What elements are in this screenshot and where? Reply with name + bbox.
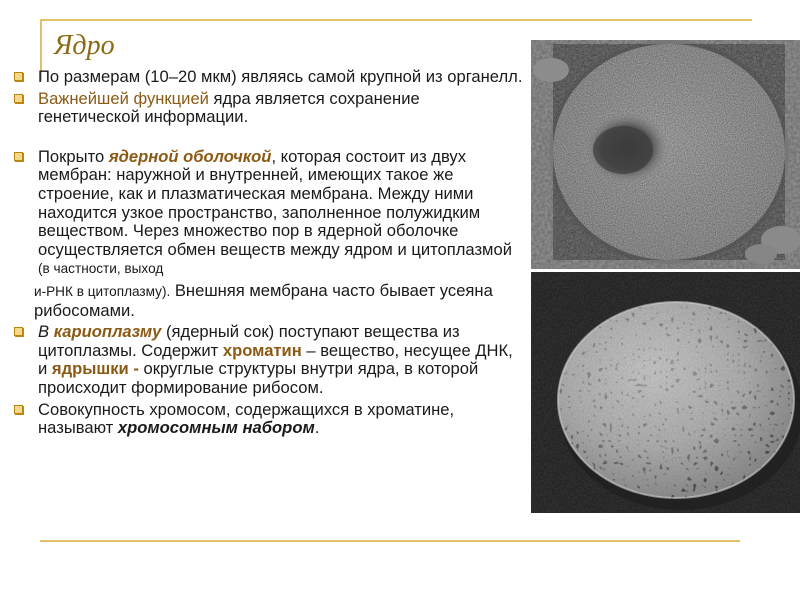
item-text: округлые структуры внутри ядра, в которой происходит формирование рибосом. — [38, 359, 479, 397]
nucleus-micrograph-image — [531, 40, 800, 269]
bottom-rule — [40, 540, 740, 542]
square-bullet-icon — [14, 72, 24, 82]
highlight-text: Важнейшей функцией — [38, 88, 209, 108]
item-text: – вещество, несущее ДНК, и — [38, 340, 513, 379]
list-item — [14, 323, 526, 397]
item-text: , которая состоит из двух мембран: наружной и внутренней, имеющих такое же строение, как и плазматическая мембрана. Между ними находится узкое пространство, заполненное полужидким веществом. Через множество пор в ядерной оболочке осуществляется обмен веществ между ядром и цитоплазмой — [38, 146, 512, 259]
list-item — [14, 401, 526, 438]
highlight-text: хроматин — [222, 340, 302, 360]
square-bullet-icon — [14, 94, 24, 104]
item-text: По размерам (10–20 мкм) являясь самой крупной из органелл. — [38, 67, 523, 86]
slide-body — [14, 68, 526, 438]
list-item — [14, 68, 526, 87]
list-item — [14, 90, 526, 127]
square-bullet-icon — [14, 405, 24, 415]
nuclear-envelope-micrograph-image — [531, 272, 800, 513]
item-text: Совокупность хромосом, содержащихся в хроматине, называют — [38, 399, 455, 438]
highlight-text: кариоплазму — [53, 322, 162, 342]
top-rule — [40, 19, 752, 21]
item-text: . — [314, 418, 320, 438]
item-text: (ядерный сок) поступают вещества из цитоплазмы. Содержит — [38, 322, 460, 360]
highlight-text: хромосомным набором — [117, 418, 315, 438]
item-text: Покрыто — [38, 146, 109, 166]
item-text: В — [38, 322, 54, 342]
square-bullet-icon — [14, 327, 24, 337]
square-bullet-icon — [14, 152, 24, 162]
list-item — [14, 148, 526, 279]
slide-title: Ядро — [54, 30, 115, 61]
list-item-continuation — [14, 282, 526, 320]
item-text-small: и-РНК в цитоплазму). — [34, 283, 171, 299]
highlight-text: ядрышки - — [51, 359, 139, 379]
item-text-small: (в частности, выход — [38, 261, 164, 277]
highlight-text: ядерной оболочкой — [108, 146, 272, 166]
item-text: ядра является сохранение генетической информации. — [38, 88, 420, 127]
item-text: Внешняя мембрана часто бывает усеяна рибосомами. — [34, 280, 493, 320]
